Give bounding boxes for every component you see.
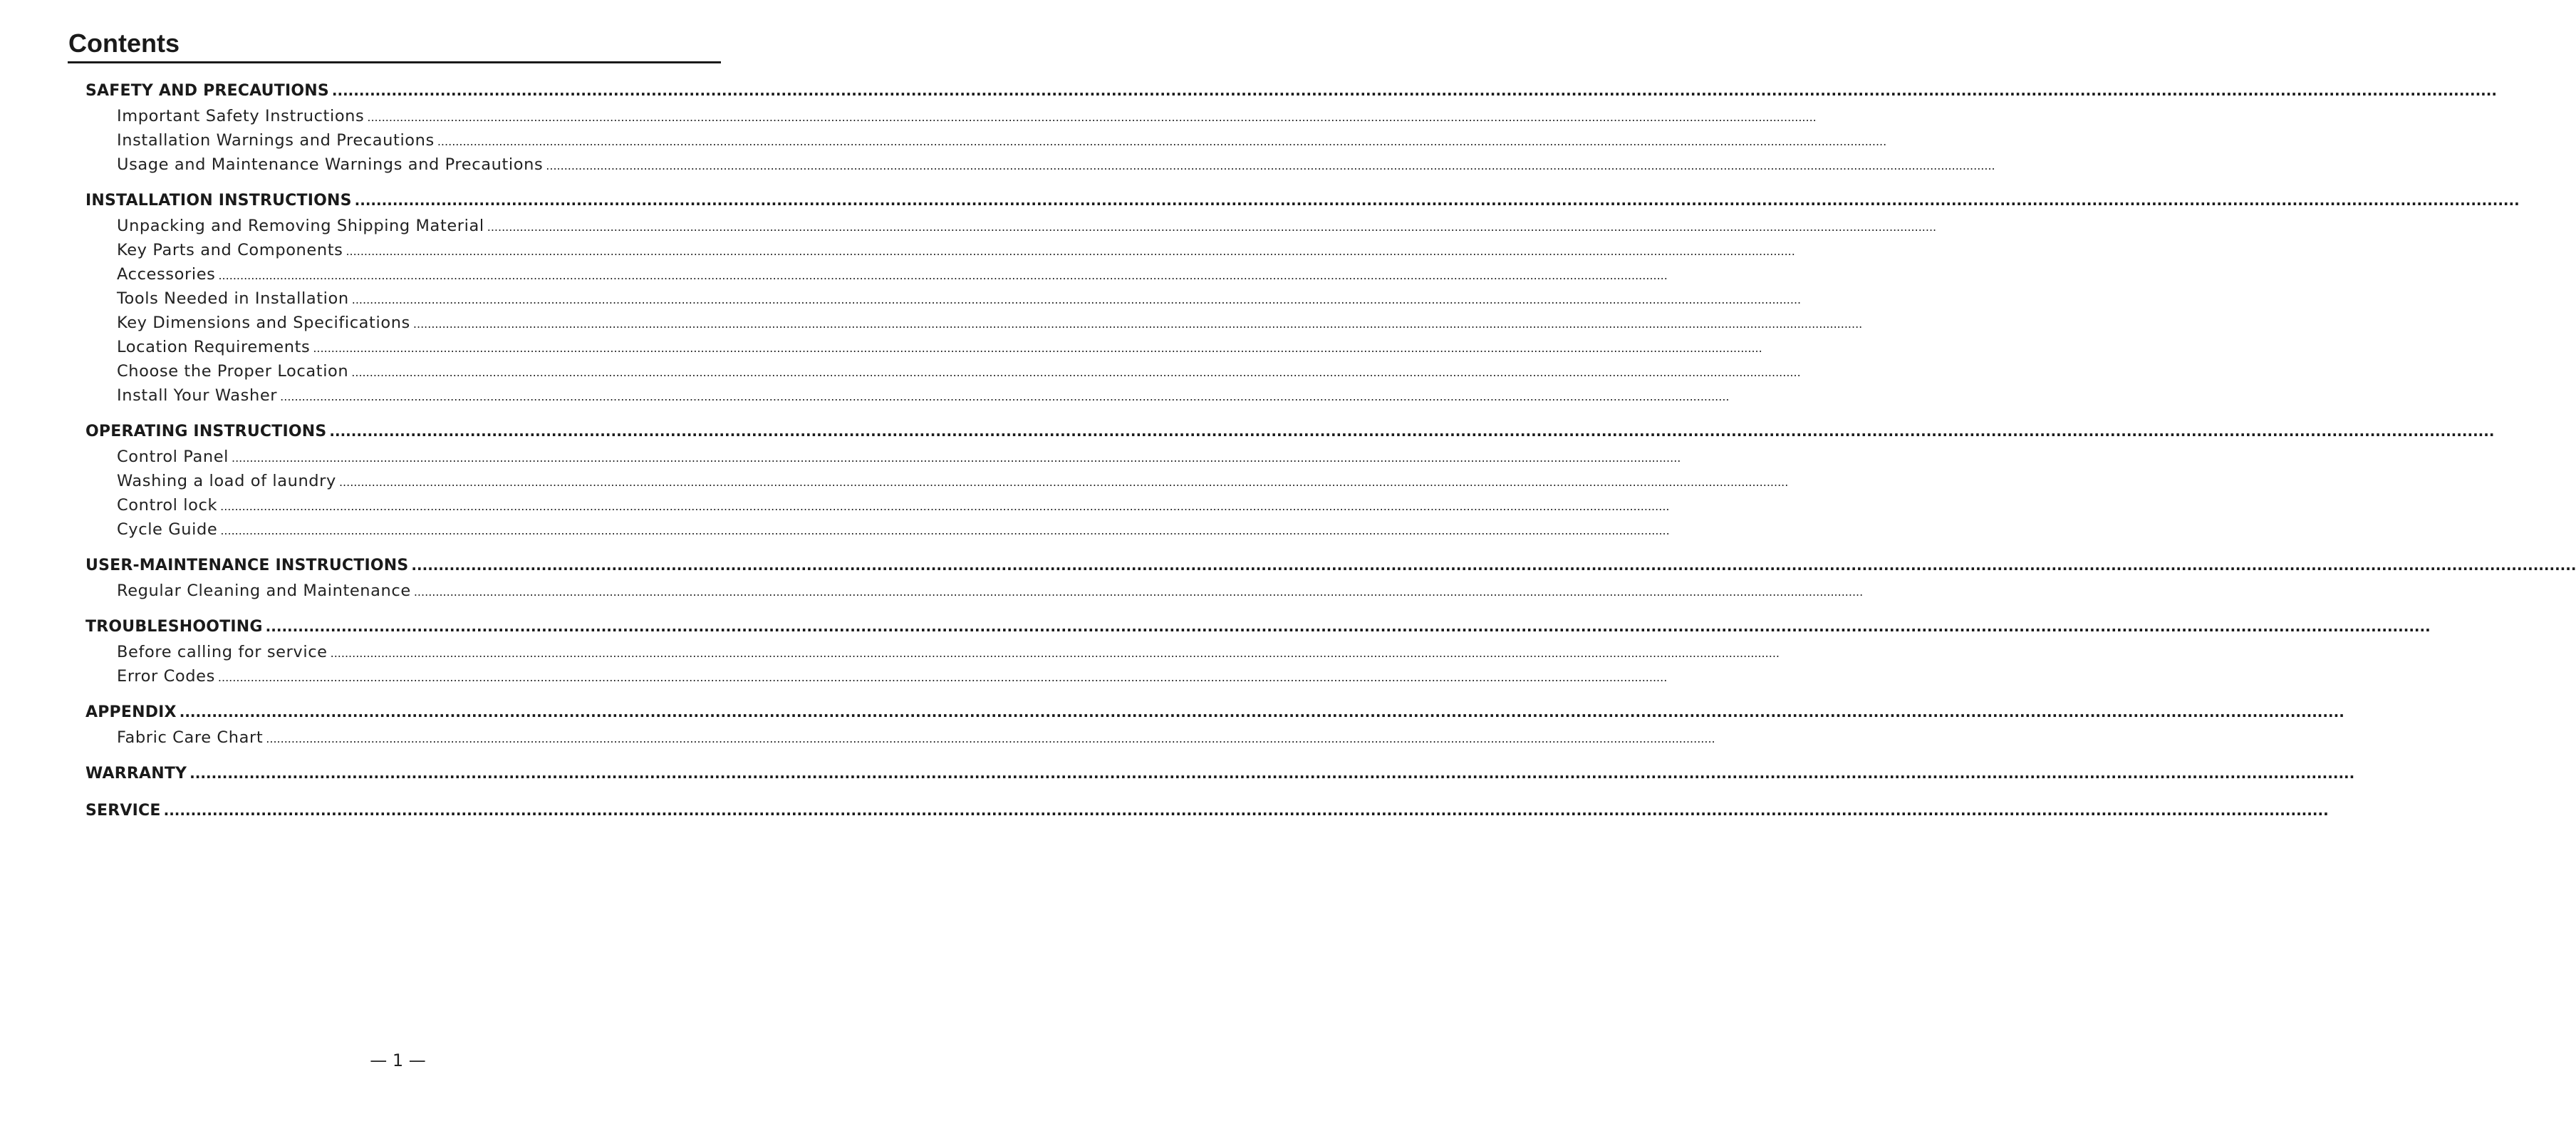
toc-heading-label: APPENDIX xyxy=(85,703,177,721)
toc-section-heading[interactable] xyxy=(85,797,2329,824)
toc-entry-label: Key Dimensions and Specifications xyxy=(117,314,410,332)
toc-section xyxy=(85,187,2520,408)
dot-leader: ................................................................................................................................................................................................................................................................................................................................................................................................................ xyxy=(367,110,1817,124)
dot-leader: ................................................................................................................................................................................................................................................................................................................................................................................................................ xyxy=(354,192,2520,209)
dot-leader: ................................................................................................................................................................................................................................................................................................................................................................................................................ xyxy=(280,390,1730,403)
toc-entry[interactable] xyxy=(85,311,1863,335)
toc-entry[interactable] xyxy=(85,493,1670,517)
toc-entry-label: Before calling for service xyxy=(117,643,328,661)
toc-entry[interactable] xyxy=(85,335,1762,359)
toc-section xyxy=(85,613,2431,688)
toc-entry[interactable] xyxy=(85,383,1730,408)
table-of-contents xyxy=(85,77,2576,824)
toc-entry[interactable] xyxy=(85,128,1887,153)
toc-entry[interactable] xyxy=(85,664,1668,688)
dot-leader: ................................................................................................................................................................................................................................................................................................................................................................................................................ xyxy=(346,244,1795,258)
toc-section-heading[interactable] xyxy=(85,698,2344,725)
toc-entry-label: Usage and Maintenance Warnings and Precautions xyxy=(117,155,544,174)
toc-section xyxy=(85,418,2495,542)
toc-section xyxy=(85,77,2497,177)
toc-section-heading[interactable] xyxy=(85,613,2431,640)
dot-leader: ................................................................................................................................................................................................................................................................................................................................................................................................................ xyxy=(266,732,1715,745)
toc-heading-label: USER-MAINTENANCE INSTRUCTIONS xyxy=(85,557,409,574)
dot-leader: ................................................................................................................................................................................................................................................................................................................................................................................................................ xyxy=(220,524,1670,537)
toc-entry[interactable] xyxy=(85,640,1780,664)
toc-entry-label: Tools Needed in Installation xyxy=(117,289,349,308)
dot-leader: ................................................................................................................................................................................................................................................................................................................................................................................................................ xyxy=(411,557,2576,574)
toc-entry[interactable] xyxy=(85,153,1995,177)
page-title: Contents xyxy=(68,29,180,58)
toc-entry[interactable] xyxy=(85,262,1668,286)
toc-entry[interactable] xyxy=(85,238,1795,262)
toc-entry[interactable] xyxy=(85,286,1802,311)
dot-leader: ................................................................................................................................................................................................................................................................................................................................................................................................................ xyxy=(331,82,2497,99)
dot-leader: ................................................................................................................................................................................................................................................................................................................................................................................................................ xyxy=(351,293,1802,306)
toc-heading-label: INSTALLATION INSTRUCTIONS xyxy=(85,192,352,210)
toc-entry-label: Error Codes xyxy=(117,667,215,686)
toc-entry[interactable] xyxy=(85,359,1801,383)
dot-leader: ................................................................................................................................................................................................................................................................................................................................................................................................................ xyxy=(413,585,1864,599)
toc-entry[interactable] xyxy=(85,214,1937,238)
toc-section-heading[interactable] xyxy=(85,418,2495,445)
toc-entry-label: Install Your Washer xyxy=(117,386,278,405)
toc-entry-label: Important Safety Instructions xyxy=(117,107,365,125)
toc-entry-label: Control Panel xyxy=(117,448,229,466)
toc-section xyxy=(85,760,2355,787)
toc-entry-label: Choose the Proper Location xyxy=(117,362,349,381)
toc-section xyxy=(85,698,2344,750)
toc-entry[interactable] xyxy=(85,445,1681,469)
toc-section xyxy=(85,552,2576,603)
toc-entry-label: Cycle Guide xyxy=(117,520,218,539)
toc-heading-label: SERVICE xyxy=(85,802,161,820)
dot-leader: ................................................................................................................................................................................................................................................................................................................................................................................................................ xyxy=(231,451,1681,465)
toc-entry[interactable] xyxy=(85,469,1789,493)
dot-leader: ................................................................................................................................................................................................................................................................................................................................................................................................................ xyxy=(487,220,1937,234)
dot-leader: ................................................................................................................................................................................................................................................................................................................................................................................................................ xyxy=(412,317,1863,331)
toc-entry-label: Washing a load of laundry xyxy=(117,472,336,490)
toc-entry[interactable] xyxy=(85,517,1670,542)
dot-leader: ................................................................................................................................................................................................................................................................................................................................................................................................................ xyxy=(189,765,2355,782)
title-divider xyxy=(68,61,721,63)
toc-entry[interactable] xyxy=(85,725,1715,750)
dot-leader: ................................................................................................................................................................................................................................................................................................................................................................................................................ xyxy=(265,618,2431,635)
dot-leader: ................................................................................................................................................................................................................................................................................................................................................................................................................ xyxy=(218,269,1668,282)
toc-entry-label: Unpacking and Removing Shipping Material xyxy=(117,217,484,235)
dot-leader: ................................................................................................................................................................................................................................................................................................................................................................................................................ xyxy=(179,703,2344,721)
toc-entry[interactable] xyxy=(85,104,1817,128)
toc-entry-label: Control lock xyxy=(117,496,218,515)
dot-leader: ................................................................................................................................................................................................................................................................................................................................................................................................................ xyxy=(546,159,1995,172)
toc-section-heading[interactable] xyxy=(85,552,2576,579)
dot-leader: ................................................................................................................................................................................................................................................................................................................................................................................................................ xyxy=(163,802,2329,819)
toc-entry[interactable] xyxy=(85,579,1864,603)
dot-leader: ................................................................................................................................................................................................................................................................................................................................................................................................................ xyxy=(329,423,2495,440)
dot-leader: ................................................................................................................................................................................................................................................................................................................................................................................................................ xyxy=(351,366,1801,379)
dot-leader: ................................................................................................................................................................................................................................................................................................................................................................................................................ xyxy=(217,671,1668,684)
toc-entry-label: Key Parts and Components xyxy=(117,241,343,259)
dot-leader: ................................................................................................................................................................................................................................................................................................................................................................................................................ xyxy=(313,341,1762,355)
toc-section-heading[interactable] xyxy=(85,187,2520,214)
page-number: — 1 — xyxy=(370,1050,426,1070)
dot-leader: ................................................................................................................................................................................................................................................................................................................................................................................................................ xyxy=(330,646,1780,660)
toc-heading-label: WARRANTY xyxy=(85,765,187,783)
dot-leader: ................................................................................................................................................................................................................................................................................................................................................................................................................ xyxy=(220,500,1670,513)
toc-entry-label: Regular Cleaning and Maintenance xyxy=(117,582,411,600)
toc-entry-label: Installation Warnings and Precautions xyxy=(117,131,435,150)
toc-heading-label: TROUBLESHOOTING xyxy=(85,618,263,636)
dot-leader: ................................................................................................................................................................................................................................................................................................................................................................................................................ xyxy=(338,475,1789,489)
toc-entry-label: Location Requirements xyxy=(117,338,311,356)
toc-heading-label: OPERATING INSTRUCTIONS xyxy=(85,423,327,440)
toc-entry-label: Fabric Care Chart xyxy=(117,728,264,747)
toc-entry-label: Accessories xyxy=(117,265,216,284)
toc-heading-label: SAFETY AND PRECAUTIONS xyxy=(85,82,329,100)
toc-section-heading[interactable] xyxy=(85,77,2497,104)
toc-section xyxy=(85,797,2329,824)
toc-section-heading[interactable] xyxy=(85,760,2355,787)
dot-leader: ................................................................................................................................................................................................................................................................................................................................................................................................................ xyxy=(437,135,1887,148)
